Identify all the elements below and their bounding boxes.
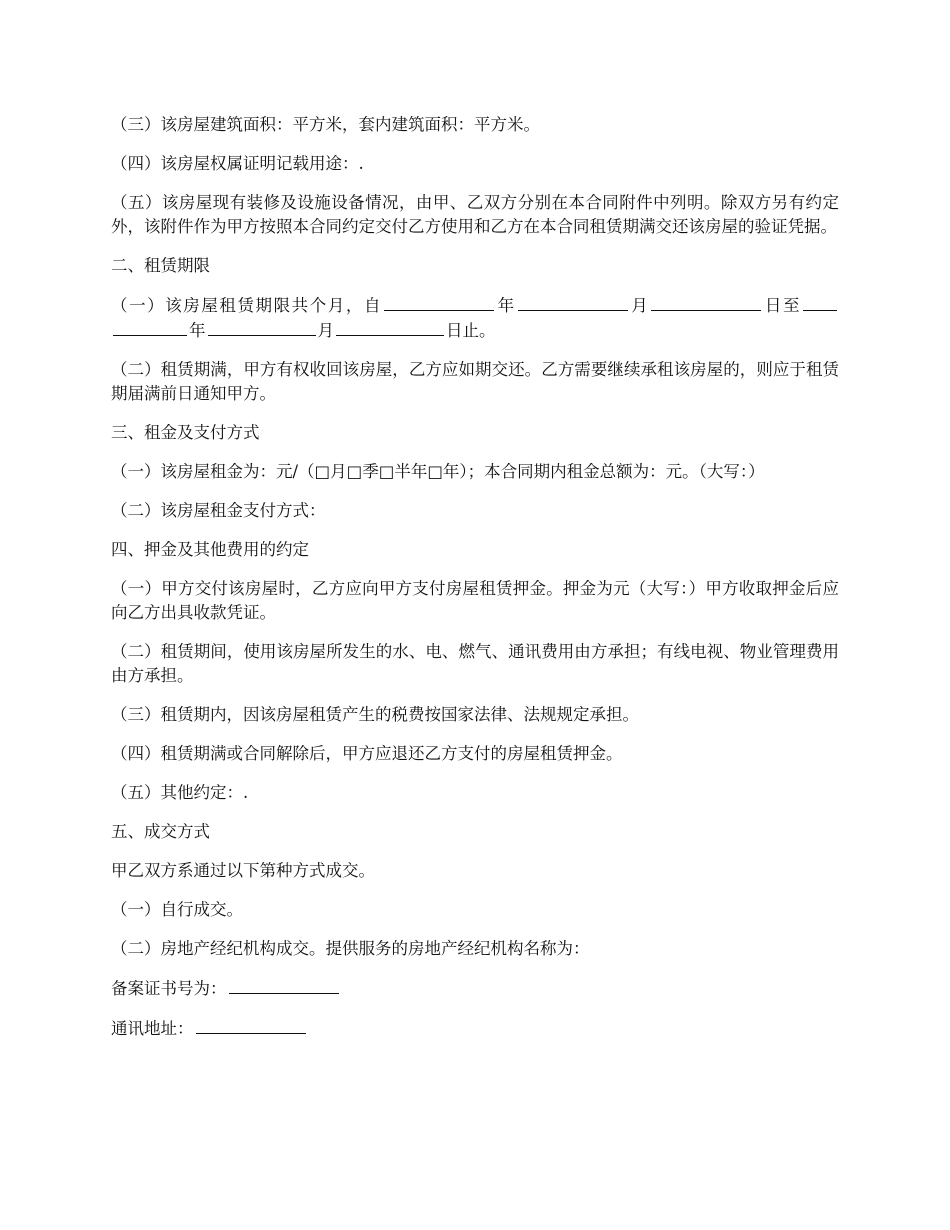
paragraph-lease-period	[111, 293, 839, 343]
heading-lease-term: 二、租赁期限	[111, 256, 210, 275]
paragraph-self-transaction: （一）自行成交。	[111, 900, 243, 919]
start-month-blank	[518, 293, 628, 311]
paragraph-lease-expiry: （二）租赁期满，甲方有权收回该房屋，乙方应如期交还。乙方需要继续承租该房屋的，则应于租赁期届满前日通知甲方。	[111, 360, 839, 403]
heading-rent-payment: 三、租金及支付方式	[111, 423, 260, 442]
paragraph-utilities: （二）租赁期间，使用该房屋所发生的水、电、燃气、通讯费用由方承担；有线电视、物业管理费用由方承担。	[111, 642, 839, 685]
lease-period-text-b: 年	[496, 296, 516, 315]
paragraph-agency-transaction: （二）房地产经纪机构成交。提供服务的房地产经纪机构名称为：	[111, 939, 590, 958]
start-day-blank	[651, 293, 761, 311]
paragraph-other-terms: （五）其他约定：.	[111, 783, 249, 802]
registration-number-blank	[229, 976, 339, 994]
heading-transaction-method: 五、成交方式	[111, 822, 210, 841]
paragraph-taxes: （三）租赁期内，因该房屋租赁产生的税费按国家法律、法规规定承担。	[111, 705, 639, 724]
registration-number-label: 备案证书号为：	[111, 979, 227, 998]
lease-period-text-d: 日至	[763, 296, 802, 315]
lease-period-text-a: （一）该房屋租赁期限共个月，自	[111, 296, 383, 315]
end-month-blank	[208, 318, 316, 336]
start-year-blank	[384, 293, 494, 311]
paragraph-deposit-refund: （四）租赁期满或合同解除后，甲方应退还乙方支付的房屋租赁押金。	[111, 744, 623, 763]
end-day-blank	[336, 318, 444, 336]
paragraph-deposit: （一）甲方交付该房屋时，乙方应向甲方支付房屋租赁押金。押金为元（大写：）甲方收取押金后应向乙方出具收款凭证。	[111, 579, 839, 622]
heading-deposit-fees: 四、押金及其他费用的约定	[111, 540, 309, 559]
paragraph-transaction-type: 甲乙双方系通过以下第种方式成交。	[111, 861, 375, 880]
mailing-address-label: 通讯地址：	[111, 1019, 194, 1038]
lease-period-text-g: 日止。	[446, 321, 496, 340]
end-year-blank-part2	[113, 318, 187, 336]
document-body	[111, 113, 839, 1056]
end-year-blank-part1	[803, 293, 837, 311]
lease-period-text-c: 月	[629, 296, 650, 315]
paragraph-registered-use: （四）该房屋权属证明记载用途：.	[111, 154, 364, 173]
mailing-address-blank	[196, 1016, 306, 1034]
paragraph-mailing-address	[111, 1016, 839, 1041]
paragraph-fixtures: （五）该房屋现有装修及设施设备情况，由甲、乙双方分别在本合同附件中列明。除双方另有约定外，该附件作为甲方按照本合同约定交付乙方使用和乙方在本合同租赁期满交还该房屋的验证凭据。	[111, 193, 839, 236]
paragraph-registration-number	[111, 976, 839, 1001]
paragraph-building-area: （三）该房屋建筑面积：平方米，套内建筑面积：平方米。	[111, 115, 540, 134]
lease-period-text-f: 月	[317, 321, 334, 340]
paragraph-rent-amount: （一）该房屋租金为：元/（□月□季□半年□年）；本合同期内租金总额为：元。（大写：）	[111, 462, 765, 481]
lease-period-text-e: 年	[189, 321, 206, 340]
paragraph-rent-payment-method: （二）该房屋租金支付方式：	[111, 501, 326, 520]
